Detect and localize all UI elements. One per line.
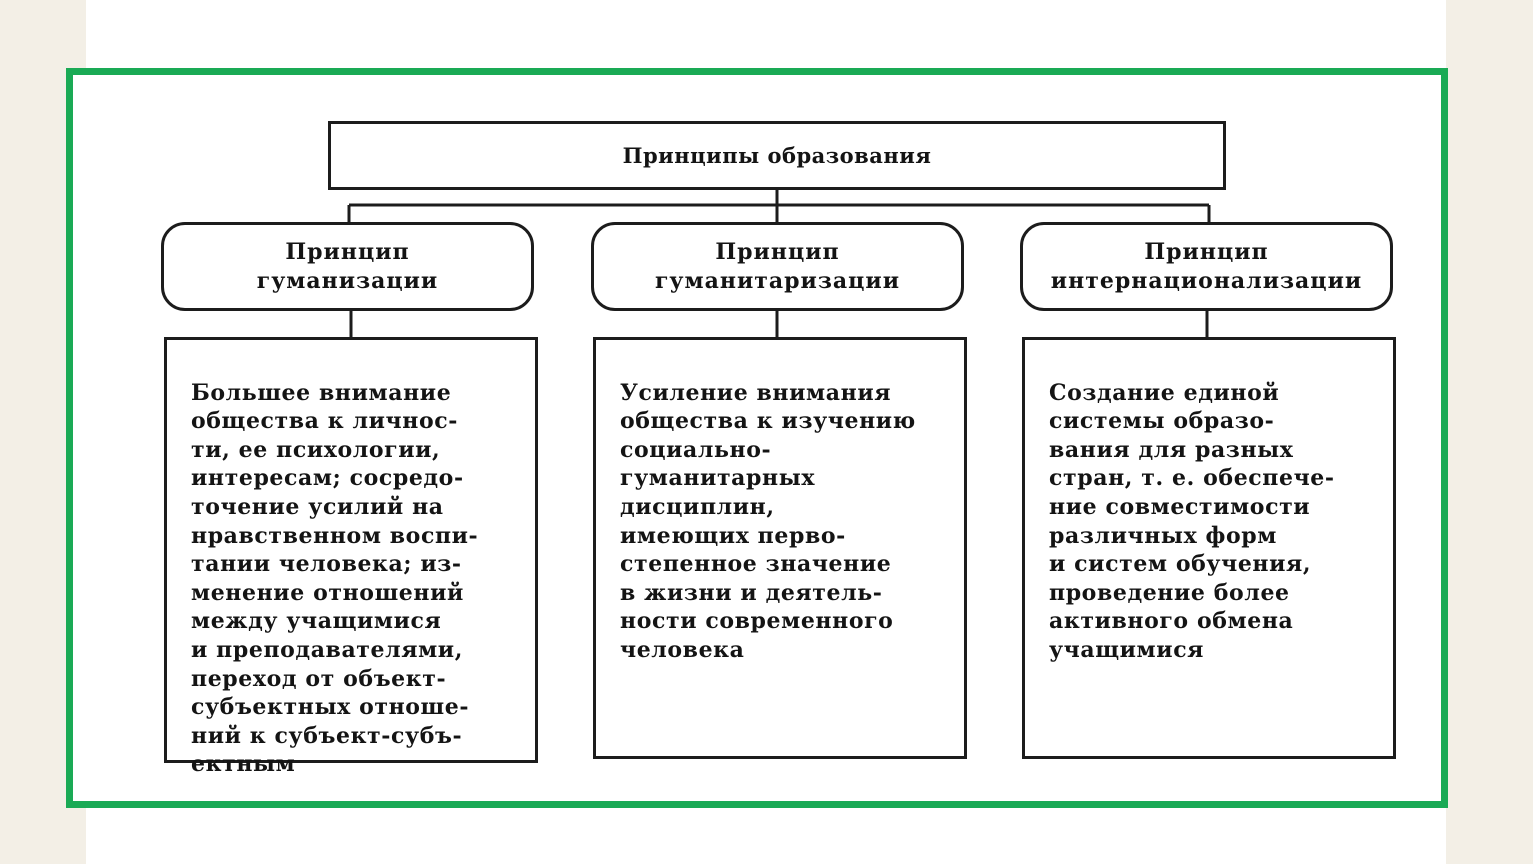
root-label: Принципы образования xyxy=(622,143,932,168)
description-box-internationalization xyxy=(1022,337,1396,759)
principle-node-internationalization xyxy=(1020,222,1393,311)
description-text: Создание единой системы образо- вания для разных стран, т. е. обеспече- ние совместимости различных форм и систем обучения, проведение более активного обмена учащимися xyxy=(1049,379,1335,663)
principle-title: Принцип гуманизации xyxy=(256,238,439,294)
principle-node-humanization xyxy=(161,222,534,311)
root-node xyxy=(328,121,1226,190)
principle-title: Принцип интернационализации xyxy=(1050,238,1363,294)
description-box-humanization xyxy=(164,337,538,778)
description-box-humanitarization xyxy=(593,337,967,759)
description-text: Большее внимание общества к личнос- ти, ее психологии, интересам; сосредо- точение усилий на нравственном воспи- тании человека; из- менение отношений между учащимися и преподавателями, переход от объект- субъектных отноше- ний к субъект-субъ- ектным xyxy=(191,379,479,778)
description-text: Усиление внимания общества к изучению социально- гуманитарных дисциплин, имеющих перво- степенное значение в жизни и деятель- ности современного человека xyxy=(620,379,916,663)
diagram-frame xyxy=(66,68,1448,808)
principle-title: Принцип гуманитаризации xyxy=(654,238,901,294)
principle-node-humanitarization xyxy=(591,222,964,311)
